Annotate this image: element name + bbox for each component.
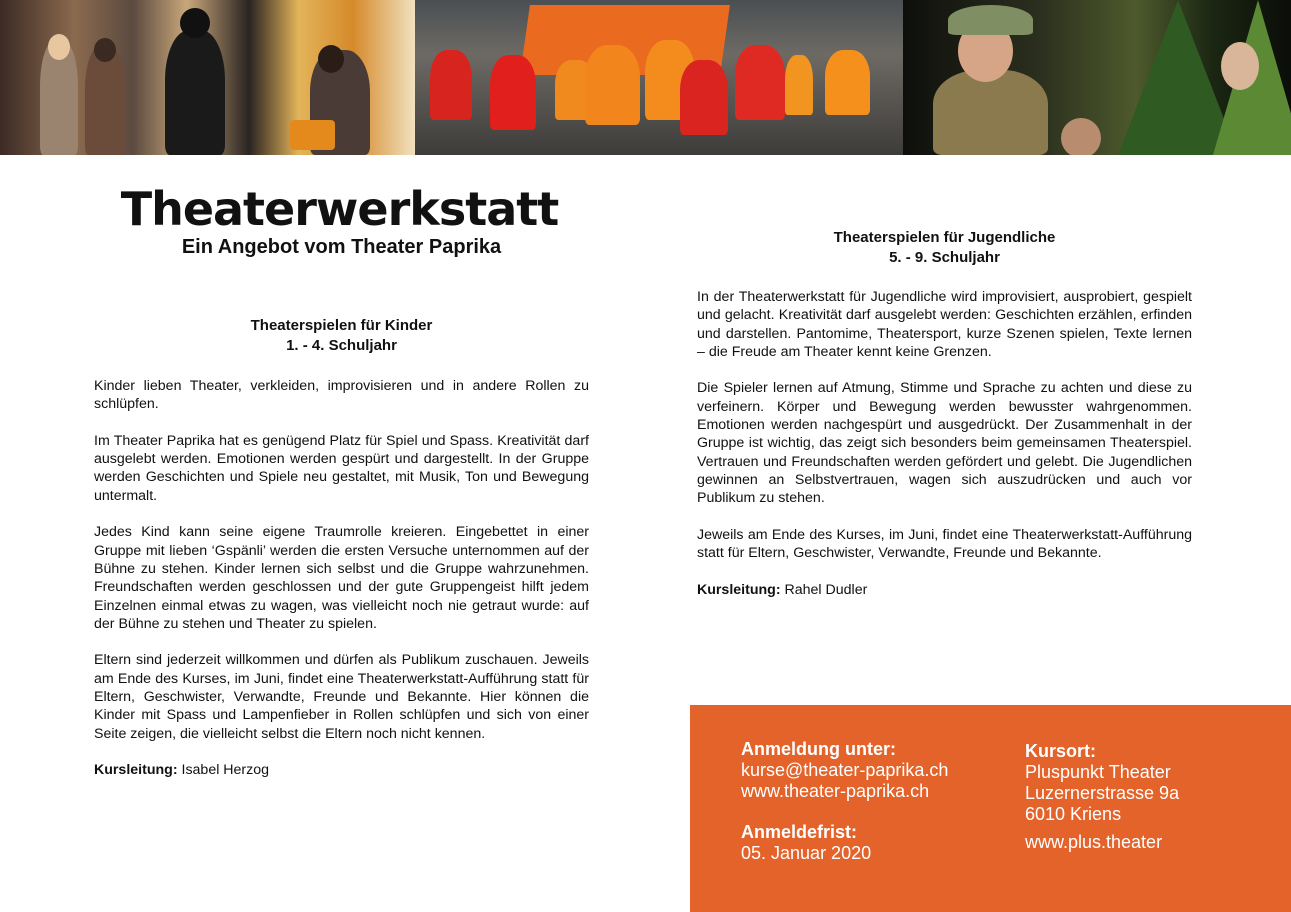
anmeldefrist-label: Anmeldefrist: bbox=[741, 822, 858, 842]
photo-performers-forest bbox=[903, 0, 1291, 155]
page-title: Theaterwerkstatt bbox=[120, 182, 559, 236]
jugendliche-paragraph: Jeweils am Ende des Kurses, im Juni, findet eine Theaterwerkstatt-Aufführung statt für Eltern, Geschwister, Verwandte, Freunde und Bekannte. bbox=[697, 526, 1192, 562]
kinder-grade-range: 1. - 4. Schuljahr bbox=[286, 337, 397, 354]
photo-banner bbox=[0, 0, 1291, 155]
venue-column bbox=[1025, 741, 1179, 853]
anmeldung-label: Anmeldung unter: bbox=[741, 739, 896, 759]
page-subtitle: Ein Angebot vom Theater Paprika bbox=[181, 236, 502, 258]
anmeldefrist-date: 05. Januar 2020 bbox=[741, 843, 872, 863]
jugendliche-paragraph: In der Theaterwerkstatt für Jugendliche wird improvisiert, ausprobiert, gespielt und gelacht. Kreativität darf ausgelebt werden: Geschichten erzählen, erfinden und darstellen. Pantomime, Theatersport, kurze Szenen spielen, Texte lernen – die Freude am Theater kennt keine Grenzen. bbox=[697, 289, 1192, 360]
jugendliche-heading: Theaterspielen für Jugendliche bbox=[833, 229, 1056, 246]
kinder-paragraph: Kinder lieben Theater, verkleiden, improvisieren und in andere Rollen zu schlüpfen. bbox=[94, 378, 589, 413]
kursort-label: Kursort: bbox=[1025, 741, 1096, 761]
right-column bbox=[697, 175, 1192, 617]
kursleitung-label: Kursleitung: bbox=[94, 762, 178, 779]
kinder-paragraph: Eltern sind jederzeit willkommen und dürfen als Publikum zuschauen. Jeweils am Ende des Kurses, im Juni, findet eine Theaterwerkstatt-Aufführung statt für Eltern, Geschwister, Verwandte, Freunde und Bekannte. Hier können die Kinder mit Spass und Lampenfieber in Rollen schlüpfen und sich von einer Seite zeigen, die vielleicht selbst die Eltern noch nicht kennen. bbox=[94, 652, 589, 742]
venue-name: Pluspunkt Theater bbox=[1025, 762, 1171, 782]
left-column bbox=[94, 175, 589, 798]
registration-column bbox=[741, 739, 948, 864]
jugendliche-grade-range: 5. - 9. Schuljahr bbox=[889, 249, 1000, 266]
kinder-paragraph: Jedes Kind kann seine eigene Traumrolle kreieren. Eingebettet in einer Gruppe mit lieben ‘Gspänli’ werden die ersten Versuche unternommen auf der Bühne zu stehen. Kinder lernen sich selbst und die Gruppe wahrzunehmen. Freundschaften werden geschlossen und der gute Gruppengeist hilft jedem Einzelnen einmal etwas zu wagen, was vielleicht noch nie getraut wurde: auf der Bühne zu stehen und Theater zu spielen. bbox=[94, 524, 589, 632]
venue-street: Luzernerstrasse 9a bbox=[1025, 783, 1180, 803]
kursleitung-name: Isabel Herzog bbox=[181, 762, 270, 779]
kinder-kursleitung bbox=[94, 761, 589, 779]
registration-info-box bbox=[690, 705, 1291, 912]
photo-youth-group bbox=[415, 0, 903, 155]
kinder-paragraph: Im Theater Paprika hat es genügend Platz für Spiel und Spass. Kreativität darf ausgelebt werden. Emotionen werden gespürt und dargestellt. In der Gruppe werden Geschichten und Spiele neu gestaltet, mit Musik, Ton und Bewegung untermalt. bbox=[94, 432, 589, 504]
registration-website-link[interactable]: www.theater-paprika.ch bbox=[741, 781, 930, 801]
jugendliche-paragraph: Die Spieler lernen auf Atmung, Stimme und Sprache zu achten und diese zu verfeinern. Körper und Bewegung werden bewusster wahrgenommen. Emotionen werden nachgespürt und ausgedrückt. Der Zusammenhalt in der Gruppe ist wichtig, das zeigt sich besonders beim gemeinsamen Theaterspiel. Vertrauen und Freundschaften werden gefördert und gelebt. Die Jugendlichen gewinnen an Selbstvertrauen, wagen sich auszudrücken und auch vor Publikum zu stehen. bbox=[697, 380, 1192, 507]
kinder-heading: Theaterspielen für Kinder bbox=[250, 317, 433, 334]
venue-website-link[interactable]: www.plus.theater bbox=[1025, 832, 1163, 852]
registration-email-link[interactable]: kurse@theater-paprika.ch bbox=[741, 760, 949, 780]
venue-city: 6010 Kriens bbox=[1025, 804, 1122, 824]
jugendliche-kursleitung bbox=[697, 581, 1192, 599]
kursleitung-name: Rahel Dudler bbox=[784, 581, 868, 598]
kursleitung-label: Kursleitung: bbox=[697, 581, 781, 598]
photo-kids-stage bbox=[0, 0, 415, 155]
